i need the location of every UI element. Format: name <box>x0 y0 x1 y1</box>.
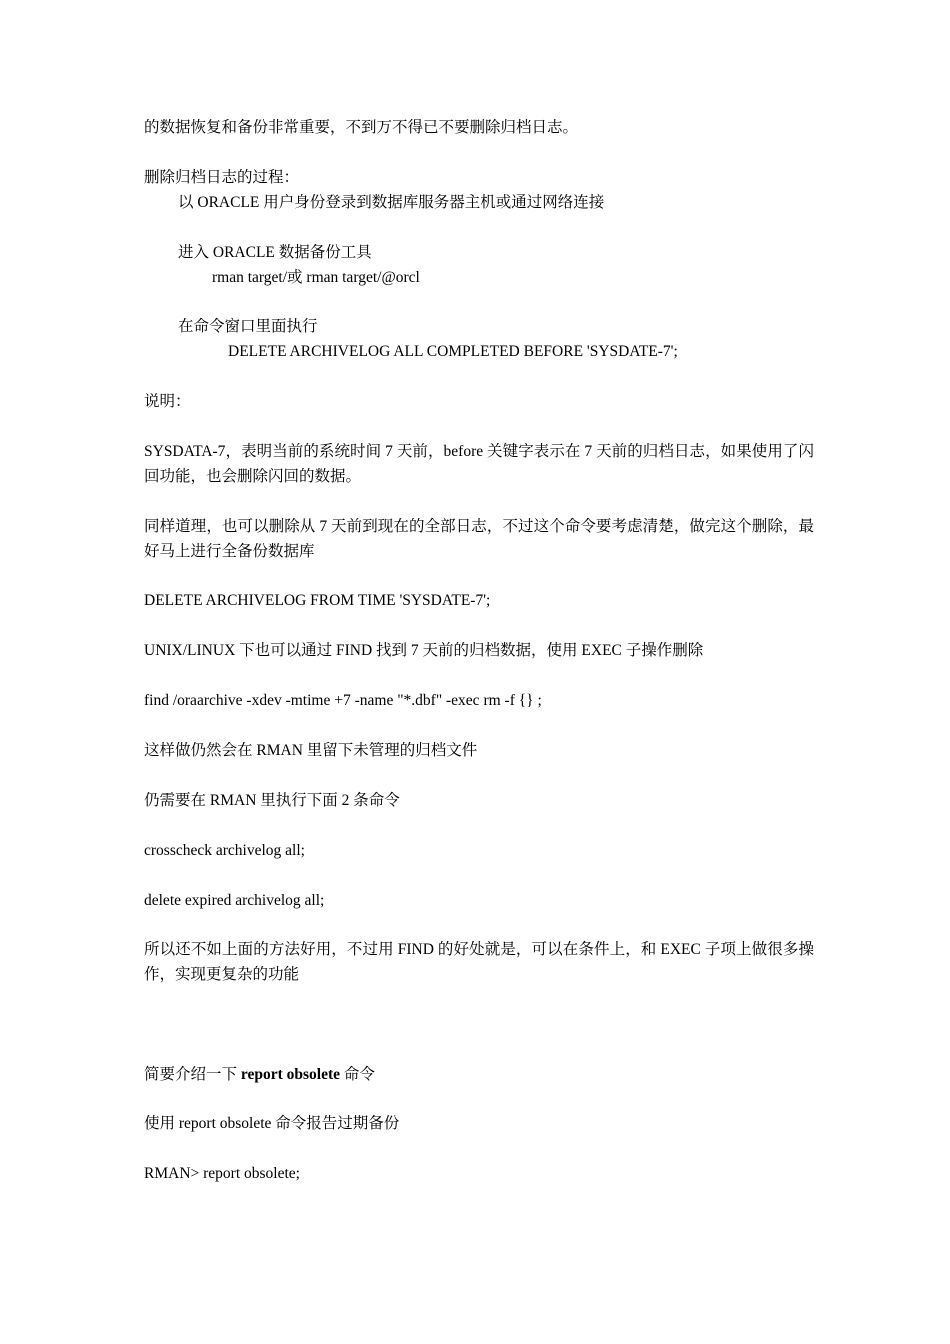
step-login: 以 ORACLE 用户身份登录到数据库服务器主机或通过网络连接 <box>178 194 605 211</box>
step-enter-rman: 进入 ORACLE 数据备份工具 <box>178 244 372 261</box>
crosscheck-command: crosscheck archivelog all; <box>144 842 305 859</box>
rman-connect-command: rman target/或 rman target/@orcl <box>212 269 420 286</box>
delete-expired-command: delete expired archivelog all; <box>144 892 325 909</box>
step-execute: 在命令窗口里面执行 <box>178 318 318 335</box>
process-heading: 删除归档日志的过程： <box>144 169 300 186</box>
rman-commands-note: 仍需要在 RMAN 里执行下面 2 条命令 <box>144 792 400 809</box>
delete-completed-before-command: DELETE ARCHIVELOG ALL COMPLETED BEFORE 'SYSDATE-7'; <box>228 343 678 360</box>
note-heading: 说明： <box>144 393 191 410</box>
report-obsolete-command: RMAN> report obsolete; <box>144 1165 300 1182</box>
report-heading-keyword: report obsolete <box>240 1066 341 1083</box>
find-command: find /oraarchive -xdev -mtime +7 -name "*.dbf" -exec rm -f {} ; <box>144 692 542 709</box>
rman-leftover-note: 这样做仍然会在 RMAN 里留下未管理的归档文件 <box>144 742 478 759</box>
delete-from-time-command: DELETE ARCHIVELOG FROM TIME 'SYSDATE-7'; <box>144 592 491 609</box>
conclusion-paragraph: 所以还不如上面的方法好用，不过用 FIND 的好处就是，可以在条件上，和 EXEC 子项上做很多操作，实现更复杂的功能 <box>144 941 814 983</box>
unix-find-note: UNIX/LINUX 下也可以通过 FIND 找到 7 天前的归档数据，使用 EXEC 子操作删除 <box>144 642 704 659</box>
note-paragraph-delete-range: 同样道理，也可以删除从 7 天前到现在的全部日志，不过这个命令要考虑清楚，做完这个删除，最好马上进行全备份数据库 <box>144 518 814 560</box>
report-usage-text: 使用 report obsolete 命令报告过期备份 <box>144 1115 400 1132</box>
report-obsolete-heading <box>144 1065 375 1085</box>
report-heading-suffix: 命令 <box>340 1066 375 1083</box>
report-heading-prefix: 简要介绍一下 <box>144 1066 241 1083</box>
intro-text: 的数据恢复和备份非常重要，不到万不得已不要删除归档日志。 <box>144 119 579 136</box>
note-paragraph-sysdate: SYSDATA-7，表明当前的系统时间 7 天前，before 关键字表示在 7 天前的归档日志，如果使用了闪回功能，也会删除闪回的数据。 <box>144 443 814 485</box>
